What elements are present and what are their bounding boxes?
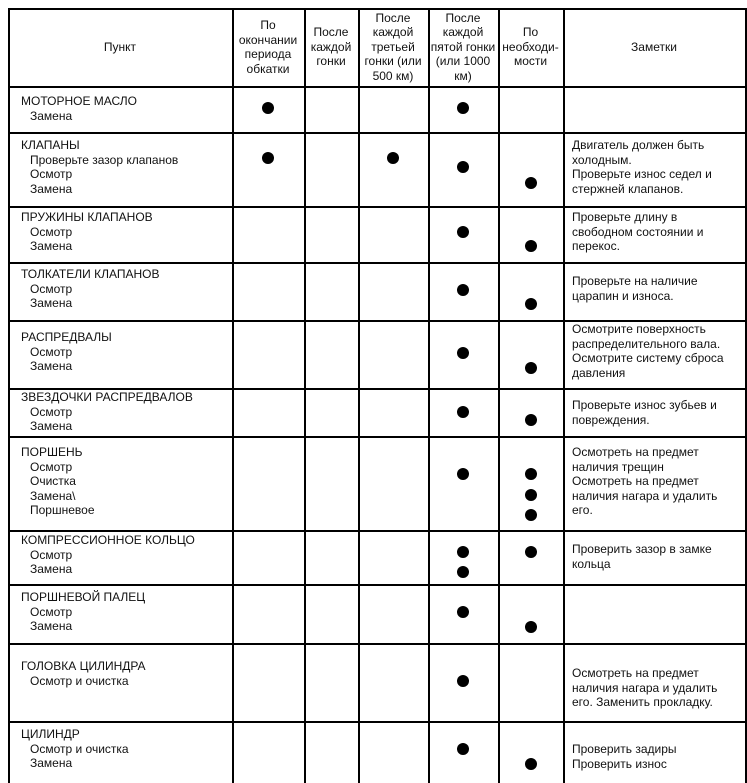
- mark-dot: [525, 177, 537, 189]
- mark-dot: [525, 546, 537, 558]
- header-cell: После каждой пятой гонки (или 1000 км): [430, 10, 496, 83]
- grid-line: [498, 8, 500, 783]
- mark-dot: [525, 240, 537, 252]
- row-note: Осмотрите поверхность: [572, 322, 706, 336]
- row-subitem: Замена: [30, 359, 73, 373]
- row-subitem: Осмотр: [30, 604, 73, 619]
- mark-dot: [525, 362, 537, 374]
- row-note: Проверить износ: [572, 756, 667, 771]
- mark-dot: [457, 675, 469, 687]
- mark-dot: [457, 546, 469, 558]
- row-note: Осмотреть на предмет: [572, 474, 699, 488]
- row-note: Осмотреть на предмет: [572, 666, 699, 680]
- row-subitem: Замена: [30, 239, 73, 253]
- grid-line: [232, 8, 234, 783]
- row-subitem: Осмотр и очистка: [30, 673, 129, 688]
- row-note: давления: [572, 365, 626, 380]
- header-cell: По окончании периода обкатки: [238, 18, 298, 76]
- grid-line: [8, 8, 10, 783]
- row-note: наличия трещин: [572, 459, 664, 474]
- row-subitem: Поршневое: [30, 503, 95, 517]
- header-cell: По необходи-мости: [502, 25, 559, 69]
- grid-line: [8, 86, 745, 88]
- grid-line: [428, 8, 430, 783]
- row-note: его. Заменить прокладку.: [572, 695, 713, 709]
- row-note: повреждения.: [572, 412, 650, 427]
- row-subitem: Осмотр: [30, 344, 73, 359]
- row-subitem: Осмотр: [30, 459, 73, 474]
- mark-dot: [457, 161, 469, 173]
- row-note: Проверьте износ седел и: [572, 167, 712, 181]
- grid-line: [563, 8, 565, 783]
- row-title: МОТОРНОЕ МАСЛО: [21, 94, 138, 108]
- row-subitem: Осмотр и очистка: [30, 741, 129, 756]
- row-note: его.: [572, 503, 593, 517]
- row-note: Проверить задиры: [572, 742, 677, 756]
- row-note: Проверьте износ зубьев и: [572, 398, 717, 412]
- row-note: Осмотреть на предмет: [572, 445, 699, 459]
- grid-line: [8, 721, 745, 723]
- row-subitem: Замена: [30, 108, 73, 123]
- row-subitem: Осмотр: [30, 167, 73, 181]
- mark-dot: [457, 406, 469, 418]
- mark-dot: [262, 152, 274, 164]
- mark-dot: [525, 468, 537, 480]
- row-subitem: Замена: [30, 181, 73, 196]
- mark-dot: [262, 102, 274, 114]
- row-title: ЗВЕЗДОЧКИ РАСПРЕДВАЛОВ: [21, 390, 193, 404]
- row-note: наличия нагара и удалить: [572, 488, 718, 503]
- row-subitem: Осмотр: [30, 404, 73, 419]
- mark-dot: [457, 566, 469, 578]
- row-title: КОМПРЕССИОННОЕ КОЛЬЦО: [21, 533, 195, 547]
- row-subitem: Осмотр: [30, 224, 73, 239]
- row-note: Осмотрите систему сброса: [572, 351, 724, 365]
- row-note: свободном состоянии и: [572, 224, 704, 239]
- row-subitem: Замена: [30, 756, 73, 770]
- row-subitem: Замена: [30, 562, 73, 576]
- grid-line: [8, 584, 745, 586]
- grid-line: [8, 530, 745, 532]
- grid-line: [8, 206, 745, 208]
- mark-dot: [457, 226, 469, 238]
- row-note: распределительного вала.: [572, 336, 721, 351]
- mark-dot: [525, 489, 537, 501]
- grid-line: [8, 436, 745, 438]
- row-subitem: Проверьте зазор клапанов: [30, 152, 179, 167]
- row-note: стержней клапанов.: [572, 181, 684, 196]
- row-title: ПОРШНЕВОЙ ПАЛЕЦ: [21, 590, 146, 604]
- mark-dot: [387, 152, 399, 164]
- row-note: Проверить зазор в замке: [572, 542, 712, 556]
- row-subitem: Осмотр: [30, 547, 73, 562]
- mark-dot: [457, 468, 469, 480]
- row-subitem: Замена: [30, 619, 73, 633]
- row-note: Проверьте на наличие: [572, 274, 698, 288]
- row-title: ГОЛОВКА ЦИЛИНДРА: [21, 659, 146, 673]
- grid-line: [304, 8, 306, 783]
- row-subitem: Замена: [30, 419, 73, 433]
- mark-dot: [525, 298, 537, 310]
- row-title: ЦИЛИНДР: [21, 727, 80, 741]
- grid-line: [8, 643, 745, 645]
- header-cell: После каждой третьей гонки (или 500 км): [364, 10, 422, 83]
- row-note: перекос.: [572, 239, 620, 253]
- mark-dot: [457, 743, 469, 755]
- row-note: Проверьте длину в: [572, 210, 678, 224]
- mark-dot: [525, 414, 537, 426]
- row-title: ПОРШЕНЬ: [21, 445, 83, 459]
- row-note: холодным.: [572, 152, 632, 167]
- mark-dot: [525, 621, 537, 633]
- row-title: ПРУЖИНЫ КЛАПАНОВ: [21, 210, 153, 224]
- mark-dot: [457, 284, 469, 296]
- row-subitem: Очистка: [30, 474, 76, 488]
- row-subitem: Замена: [30, 296, 73, 310]
- grid-line: [8, 262, 745, 264]
- row-note: царапин и износа.: [572, 288, 674, 303]
- mark-dot: [525, 509, 537, 521]
- row-title: ТОЛКАТЕЛИ КЛАПАНОВ: [21, 267, 160, 281]
- row-note: наличия нагара и удалить: [572, 680, 718, 695]
- mark-dot: [457, 347, 469, 359]
- row-title: КЛАПАНЫ: [21, 138, 80, 152]
- mark-dot: [525, 758, 537, 770]
- header-cell: Пункт: [103, 39, 137, 54]
- row-note: Двигатель должен быть: [572, 138, 705, 152]
- grid-line: [8, 132, 745, 134]
- row-note: кольца: [572, 556, 611, 571]
- row-title: РАСПРЕДВАЛЫ: [21, 330, 112, 344]
- header-cell: После каждой гонки: [310, 25, 352, 69]
- row-subitem: Осмотр: [30, 281, 73, 296]
- header-cell: Заметки: [631, 39, 677, 54]
- mark-dot: [457, 606, 469, 618]
- row-subitem: Замена\: [30, 488, 76, 503]
- grid-line: [745, 8, 747, 783]
- grid-line: [358, 8, 360, 783]
- mark-dot: [457, 102, 469, 114]
